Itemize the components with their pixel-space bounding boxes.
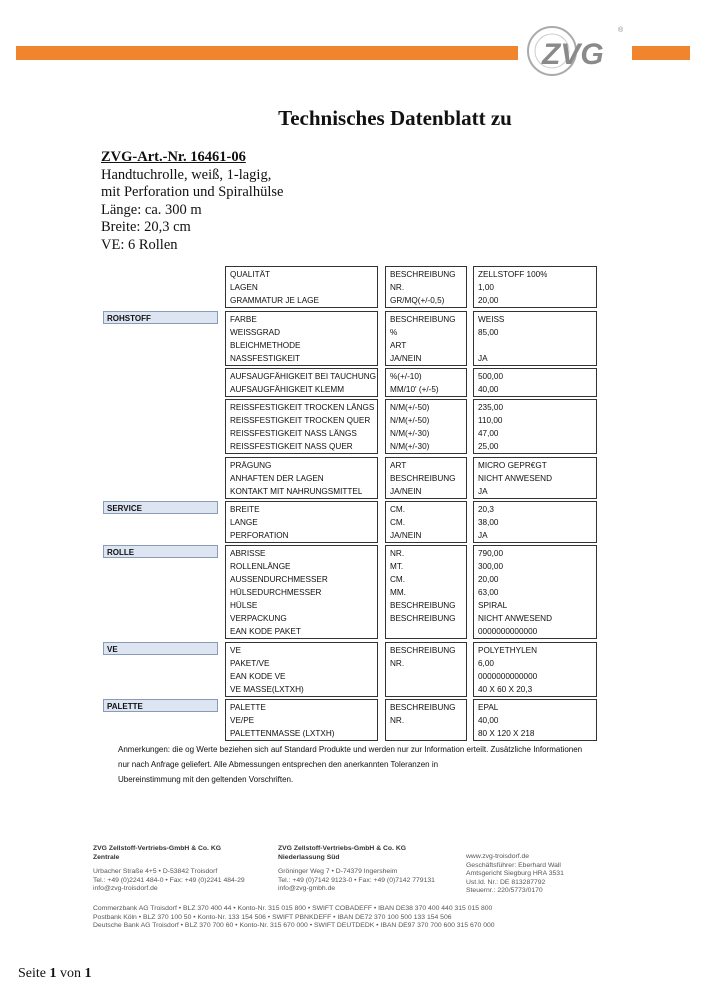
remarks-line: Anmerkungen: die og Werte beziehen sich auf Standard Produkte und werden nur zur Information erteilt. Zusätzliche Informationen — [118, 745, 583, 754]
footer-street: Urbacher Straße 4+5 • D-53842 Troisdorf — [93, 868, 218, 876]
footer-branch: Zentrale — [93, 853, 120, 861]
spec-name: ANHAFTEN DER LAGEN — [230, 474, 324, 483]
spec-name: ABRISSE — [230, 549, 266, 558]
article-line: Länge: ca. 300 m — [101, 201, 202, 218]
bank-line: Deutsche Bank AG Troisdorf • BLZ 370 700 60 • Konto-Nr. 315 670 000 • SWIFT DEUTDEDK • IBAN DE97 370 700 600 315 670 000 — [93, 922, 495, 930]
spec-value: 790,00 — [478, 549, 504, 558]
footer-company: ZVG Zellstoff-Vertriebs-GmbH & Co. KG — [278, 845, 407, 852]
spec-value: 300,00 — [478, 562, 504, 571]
section-label-rohstoff: ROHSTOFF — [103, 311, 218, 324]
spec-box-units — [385, 399, 467, 454]
footer-register: Amtsgericht Siegburg HRA 3531 — [466, 870, 564, 878]
spec-box-names — [225, 399, 378, 454]
spec-value: 20,00 — [478, 296, 499, 305]
spec-value: 0000000000000 — [478, 672, 538, 681]
spec-box-values — [473, 266, 597, 308]
spec-name: VE — [230, 646, 241, 655]
spec-value — [478, 339, 504, 352]
section-label-rolle: ROLLE — [103, 545, 218, 558]
spec-unit: BESCHREIBUNG — [390, 601, 456, 610]
header-orange-bar-left — [16, 46, 518, 60]
spec-value: ZELLSTOFF 100% — [478, 270, 548, 279]
article-info — [101, 149, 283, 254]
spec-unit: NR. — [390, 716, 405, 725]
spec-value: 25,00 — [478, 442, 499, 451]
spec-box-values — [473, 457, 597, 499]
spec-value: SPIRAL — [478, 601, 508, 610]
spec-unit: BESCHREIBUNG — [390, 315, 456, 324]
footer-bank-details — [93, 905, 495, 931]
page-label: Seite — [18, 966, 46, 981]
spec-unit: %(+/-10) — [390, 372, 422, 381]
section-label-ve: VE — [103, 642, 218, 655]
spec-box-units — [385, 699, 467, 741]
spec-name: REISSFESTIGKEIT TROCKEN LÄNGS — [230, 403, 375, 412]
spec-unit: BESCHREIBUNG — [390, 270, 456, 279]
spec-value: 40,00 — [478, 385, 499, 394]
spec-box-units — [385, 457, 467, 499]
spec-unit — [390, 625, 456, 638]
spec-unit — [390, 670, 456, 683]
spec-name: VE MASSE(LXTXH) — [230, 685, 304, 694]
spec-value: NICHT ANWESEND — [478, 474, 552, 483]
spec-value: NICHT ANWESEND — [478, 614, 552, 623]
spec-value: 6,00 — [478, 659, 494, 668]
page-of: von — [60, 966, 81, 981]
spec-value: MICRO GEPR€GT — [478, 461, 547, 470]
spec-value: 20,3 — [478, 505, 494, 514]
spec-box-names — [225, 545, 378, 639]
spec-value: 110,00 — [478, 416, 503, 425]
spec-unit: CM. — [390, 505, 406, 514]
zvg-logo — [522, 20, 630, 82]
spec-name: EAN KODE VE — [230, 672, 286, 681]
spec-name: LANGE — [230, 518, 258, 527]
spec-value: JA — [478, 531, 488, 540]
page-current: 1 — [49, 966, 57, 981]
spec-box-units — [385, 368, 467, 397]
spec-name: GRAMMATUR JE LAGE — [230, 296, 320, 305]
spec-name: BLEICHMETHODE — [230, 341, 301, 350]
spec-unit: MM. — [390, 588, 406, 597]
spec-unit: NR. — [390, 283, 405, 292]
spec-unit: ART — [390, 341, 407, 350]
spec-unit: N/M(+/-30) — [390, 442, 430, 451]
spec-name: HÜLSE — [230, 601, 258, 610]
spec-box-values — [473, 399, 597, 454]
spec-box-names — [225, 699, 378, 741]
spec-name: LAGEN — [230, 283, 258, 292]
spec-box-names — [225, 642, 378, 697]
svg-text:ZVG: ZVG — [542, 38, 604, 71]
spec-value: 40 X 60 X 20,3 — [478, 685, 533, 694]
spec-box-units — [385, 266, 467, 308]
remarks — [118, 742, 588, 787]
spec-unit — [390, 727, 456, 740]
spec-box-values — [473, 699, 597, 741]
spec-value: 38,00 — [478, 518, 499, 527]
spec-unit: MT. — [390, 562, 404, 571]
spec-unit: N/M(+/-30) — [390, 429, 430, 438]
footer-address-sued — [278, 845, 435, 894]
spec-box-values — [473, 501, 597, 543]
footer-company-info — [466, 853, 564, 896]
footer-company: ZVG Zellstoff-Vertriebs-GmbH & Co. KG — [93, 845, 222, 852]
spec-value: JA — [478, 487, 488, 496]
spec-box-units — [385, 501, 467, 543]
spec-value: 235,00 — [478, 403, 504, 412]
article-line: Breite: 20,3 cm — [101, 219, 191, 235]
section-label-service: SERVICE — [103, 501, 218, 514]
spec-name: BREITE — [230, 505, 260, 514]
page-total: 1 — [84, 966, 92, 981]
section-label-palette: PALETTE — [103, 699, 218, 712]
spec-box-names — [225, 368, 378, 397]
article-line: Handtuchrolle, weiß, 1-lagig, — [101, 166, 272, 183]
spec-value: 500,00 — [478, 372, 504, 381]
spec-unit: CM. — [390, 518, 406, 527]
spec-value: WEISS — [478, 315, 505, 324]
footer-address-zentrale — [93, 845, 245, 894]
spec-box-names — [225, 457, 378, 499]
spec-name: EAN KODE PAKET — [230, 627, 301, 636]
spec-unit: JA/NEIN — [390, 487, 422, 496]
spec-name: REISSFESTIGKEIT NASS QUER — [230, 442, 353, 451]
spec-unit: JA/NEIN — [390, 531, 422, 540]
spec-name: VERPACKUNG — [230, 614, 287, 623]
spec-box-names — [225, 311, 378, 366]
article-line: mit Perforation und Spiralhülse — [101, 184, 284, 200]
footer-website: www.zvg-troisdorf.de — [466, 853, 530, 860]
spec-name: QUALITÄT — [230, 270, 271, 279]
spec-unit: GR/MQ(+/-0,5) — [390, 296, 445, 305]
spec-value: POLYETHYLEN — [478, 646, 537, 655]
footer-taxnr: Steuernr.: 220/5773/0170 — [466, 887, 543, 895]
spec-name: PRÄGUNG — [230, 461, 272, 470]
spec-box-units — [385, 545, 467, 639]
spec-value: 0000000000000 — [478, 627, 538, 636]
svg-text:®: ® — [618, 27, 624, 34]
spec-box-values — [473, 368, 597, 397]
spec-value: 85,00 — [478, 328, 499, 337]
footer-branch: Niederlassung Süd — [278, 853, 340, 861]
spec-value: 47,00 — [478, 429, 499, 438]
footer-ceo: Geschäftsführer: Eberhard Wall — [466, 861, 561, 869]
spec-value: EPAL — [478, 703, 499, 712]
spec-unit: BESCHREIBUNG — [390, 474, 456, 483]
spec-box-names — [225, 266, 378, 308]
spec-name: VE/PE — [230, 716, 255, 725]
remarks-line: nur nach Anfrage geliefert. Alle Abmessungen entsprechen den anerkannten Toleranzen in — [118, 760, 439, 769]
spec-name: REISSFESTIGKEIT TROCKEN QUER — [230, 416, 371, 425]
spec-name: PERFORATION — [230, 531, 289, 540]
spec-unit: % — [390, 328, 398, 337]
article-line: VE: 6 Rollen — [101, 236, 178, 253]
article-number: ZVG-Art.-Nr. 16461-06 — [101, 149, 246, 165]
spec-unit — [390, 683, 456, 696]
spec-value: 40,00 — [478, 716, 499, 725]
spec-unit: BESCHREIBUNG — [390, 646, 456, 655]
spec-name: NASSFESTIGKEIT — [230, 354, 301, 363]
spec-name: HÜLSEDURCHMESSER — [230, 588, 322, 597]
spec-name: WEISSGRAD — [230, 328, 281, 337]
spec-unit: MM/10' (+/-5) — [390, 385, 439, 394]
spec-name: FARBE — [230, 315, 257, 324]
spec-box-values — [473, 311, 597, 366]
bank-line: Commerzbank AG Troisdorf • BLZ 370 400 44 • Konto-Nr. 315 015 800 • SWIFT COBADEFF • IBAN DE38 370 400 440 315 015 800 — [93, 905, 493, 912]
spec-unit: ART — [390, 461, 407, 470]
spec-value: 20,00 — [478, 575, 499, 584]
spec-name: PALETTENMASSE (LXTXH) — [230, 729, 335, 738]
spec-unit: CM. — [390, 575, 406, 584]
footer-email: info@zvg-gmbh.de — [278, 885, 336, 893]
spec-value: 63,00 — [478, 588, 499, 597]
spec-unit: BESCHREIBUNG — [390, 703, 456, 712]
spec-value: 1,00 — [478, 283, 494, 292]
spec-name: AUSSENDURCHMESSER — [230, 575, 328, 584]
spec-unit: NR. — [390, 659, 405, 668]
footer-phone: Tel.: +49 (0)7142 9123-0 • Fax: +49 (0)7142 779131 — [278, 876, 435, 884]
spec-box-units — [385, 311, 467, 366]
spec-name: ROLLENLÄNGE — [230, 562, 291, 571]
spec-box-names — [225, 501, 378, 543]
spec-name: AUFSAUGFÄHIGKEIT KLEMM — [230, 385, 345, 394]
remarks-line: Ubereinstimmung mit den geltenden Vorschriften. — [118, 775, 294, 784]
spec-box-values — [473, 545, 597, 639]
bank-line: Postbank Köln • BLZ 370 100 50 • Konto-Nr. 133 154 506 • SWIFT PBNKDEFF • IBAN DE72 370 100 500 133 154 506 — [93, 913, 452, 921]
spec-name: PALETTE — [230, 703, 266, 712]
spec-unit: NR. — [390, 549, 405, 558]
footer-street: Gröninger Weg 7 • D-74379 Ingersheim — [278, 868, 398, 876]
spec-box-values — [473, 642, 597, 697]
spec-unit: N/M(+/-50) — [390, 403, 430, 412]
spec-unit: BESCHREIBUNG — [390, 614, 456, 623]
page-title: Technisches Datenblatt zu — [278, 106, 512, 130]
footer-vat: Ust.Id. Nr.: DE 813287792 — [466, 878, 546, 886]
spec-name: REISSFESTIGKEIT NASS LÄNGS — [230, 429, 357, 438]
spec-value: JA — [478, 354, 488, 363]
spec-name: AUFSAUGFÄHIGKEIT BEI TAUCHUNG — [230, 372, 377, 381]
spec-unit: N/M(+/-50) — [390, 416, 430, 425]
page-number — [18, 966, 92, 982]
footer-phone: Tel.: +49 (0)2241 484-0 • Fax: +49 (0)2241 484-29 — [93, 876, 245, 884]
spec-box-units — [385, 642, 467, 697]
spec-value: 80 X 120 X 218 — [478, 729, 535, 738]
spec-name: PAKET/VE — [230, 659, 270, 668]
header-orange-bar-right — [632, 46, 690, 60]
spec-name: KONTAKT MIT NAHRUNGSMITTEL — [230, 487, 363, 496]
spec-unit: JA/NEIN — [390, 354, 422, 363]
footer-email: info@zvg-troisdorf.de — [93, 885, 158, 893]
